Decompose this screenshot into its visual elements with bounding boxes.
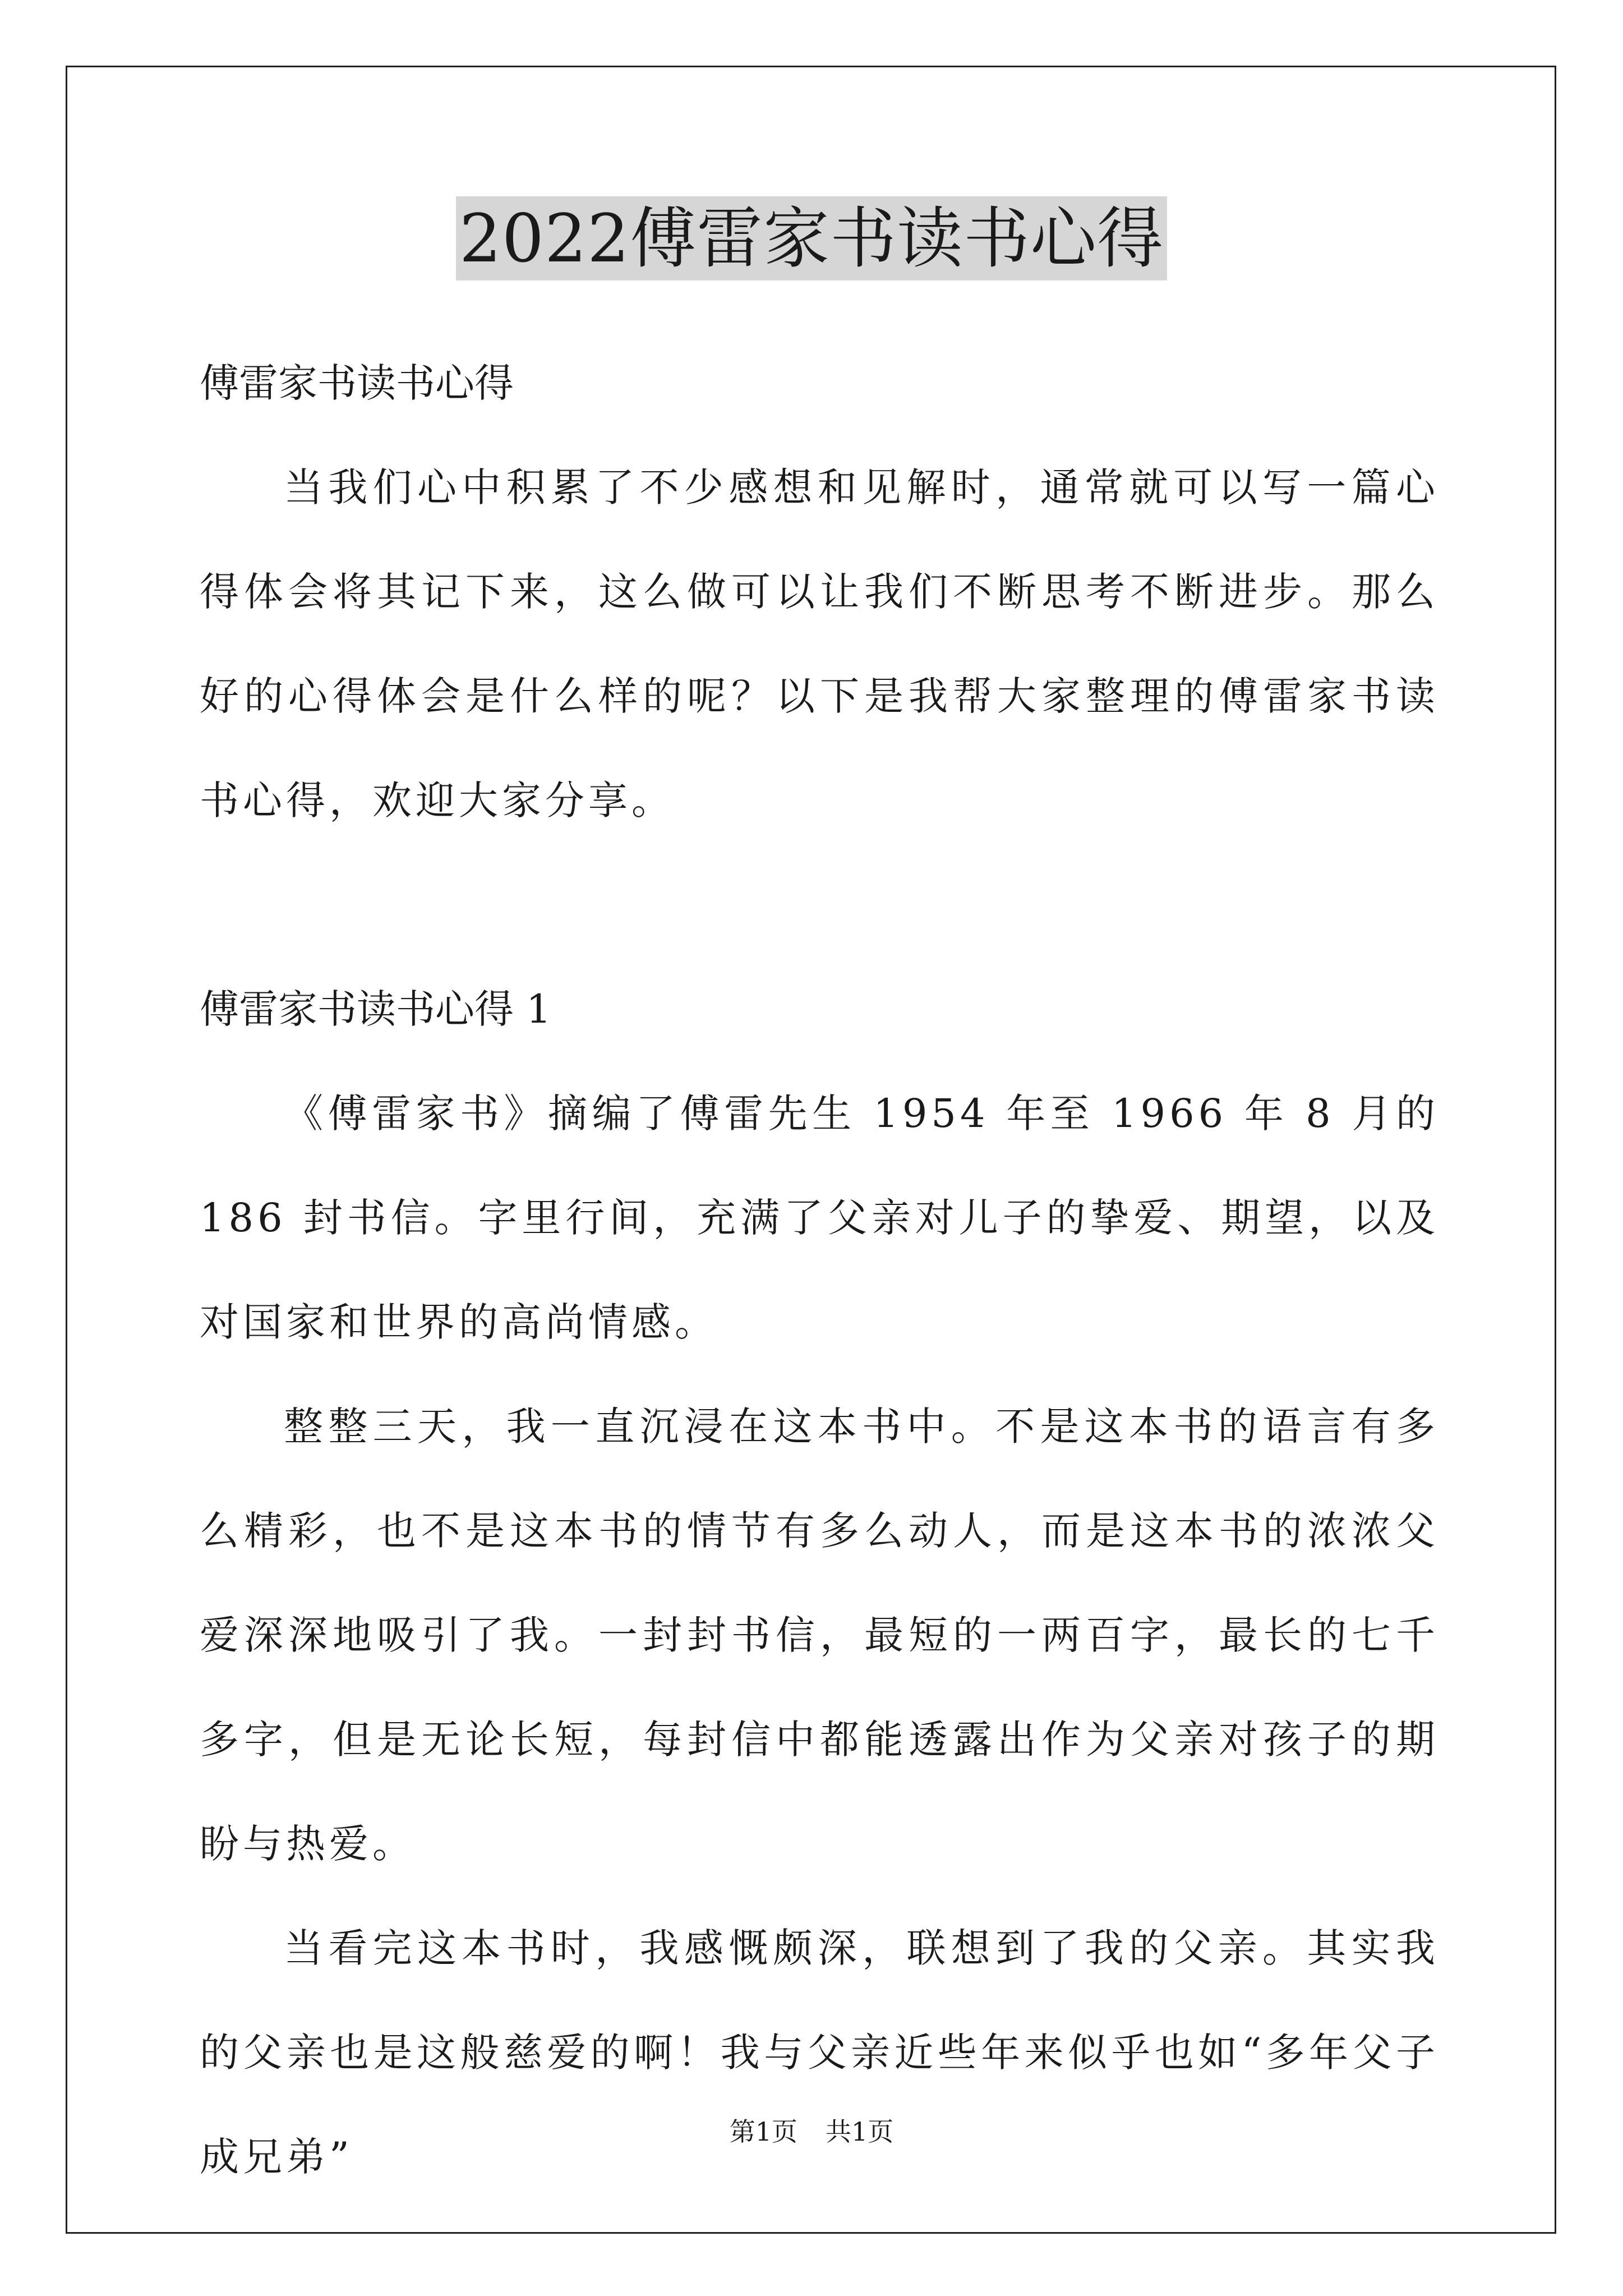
title-container [0,196,1623,280]
document-title: 2022傅雷家书读书心得 [456,196,1167,280]
document-body [200,331,1439,2209]
subtitle: 傅雷家书读书心得 [200,360,514,406]
page-footer [0,2115,1623,2148]
body-paragraph: 《傅雷家书》摘编了傅雷先生 1954 年至 1966 年 8 月的 186 封书信。字里行间，充满了父亲对儿子的挚爱、期望，以及对国家和世界的高尚情感。 [200,1091,1439,1345]
page-number: 第1页 [729,2116,797,2147]
page-total: 共1页 [826,2116,894,2147]
body-paragraph: 当看完这本书时，我感慨颇深，联想到了我的父亲。其实我的父亲也是这般慈爱的啊！我与父亲近些年来似乎也如“多年父子成兄弟” [200,1925,1439,2180]
intro-paragraph: 当我们心中积累了不少感想和见解时，通常就可以写一篇心得体会将其记下来，这么做可以让我们不断思考不断进步。那么好的心得体会是什么样的呢？以下是我帮大家整理的傅雷家书读书心得，欢迎大家分享。 [200,464,1439,823]
section-spacer [200,853,1439,957]
section-heading: 傅雷家书读书心得 1 [200,986,551,1032]
body-paragraph: 整整三天，我一直沉浸在这本书中。不是这本书的语言有多么精彩，也不是这本书的情节有多么动人，而是这本书的浓浓父爱深深地吸引了我。一封封书信，最短的一两百字，最长的七千多字，但是无论长短，每封信中都能透露出作为父亲对孩子的期盼与热爱。 [200,1404,1439,1867]
